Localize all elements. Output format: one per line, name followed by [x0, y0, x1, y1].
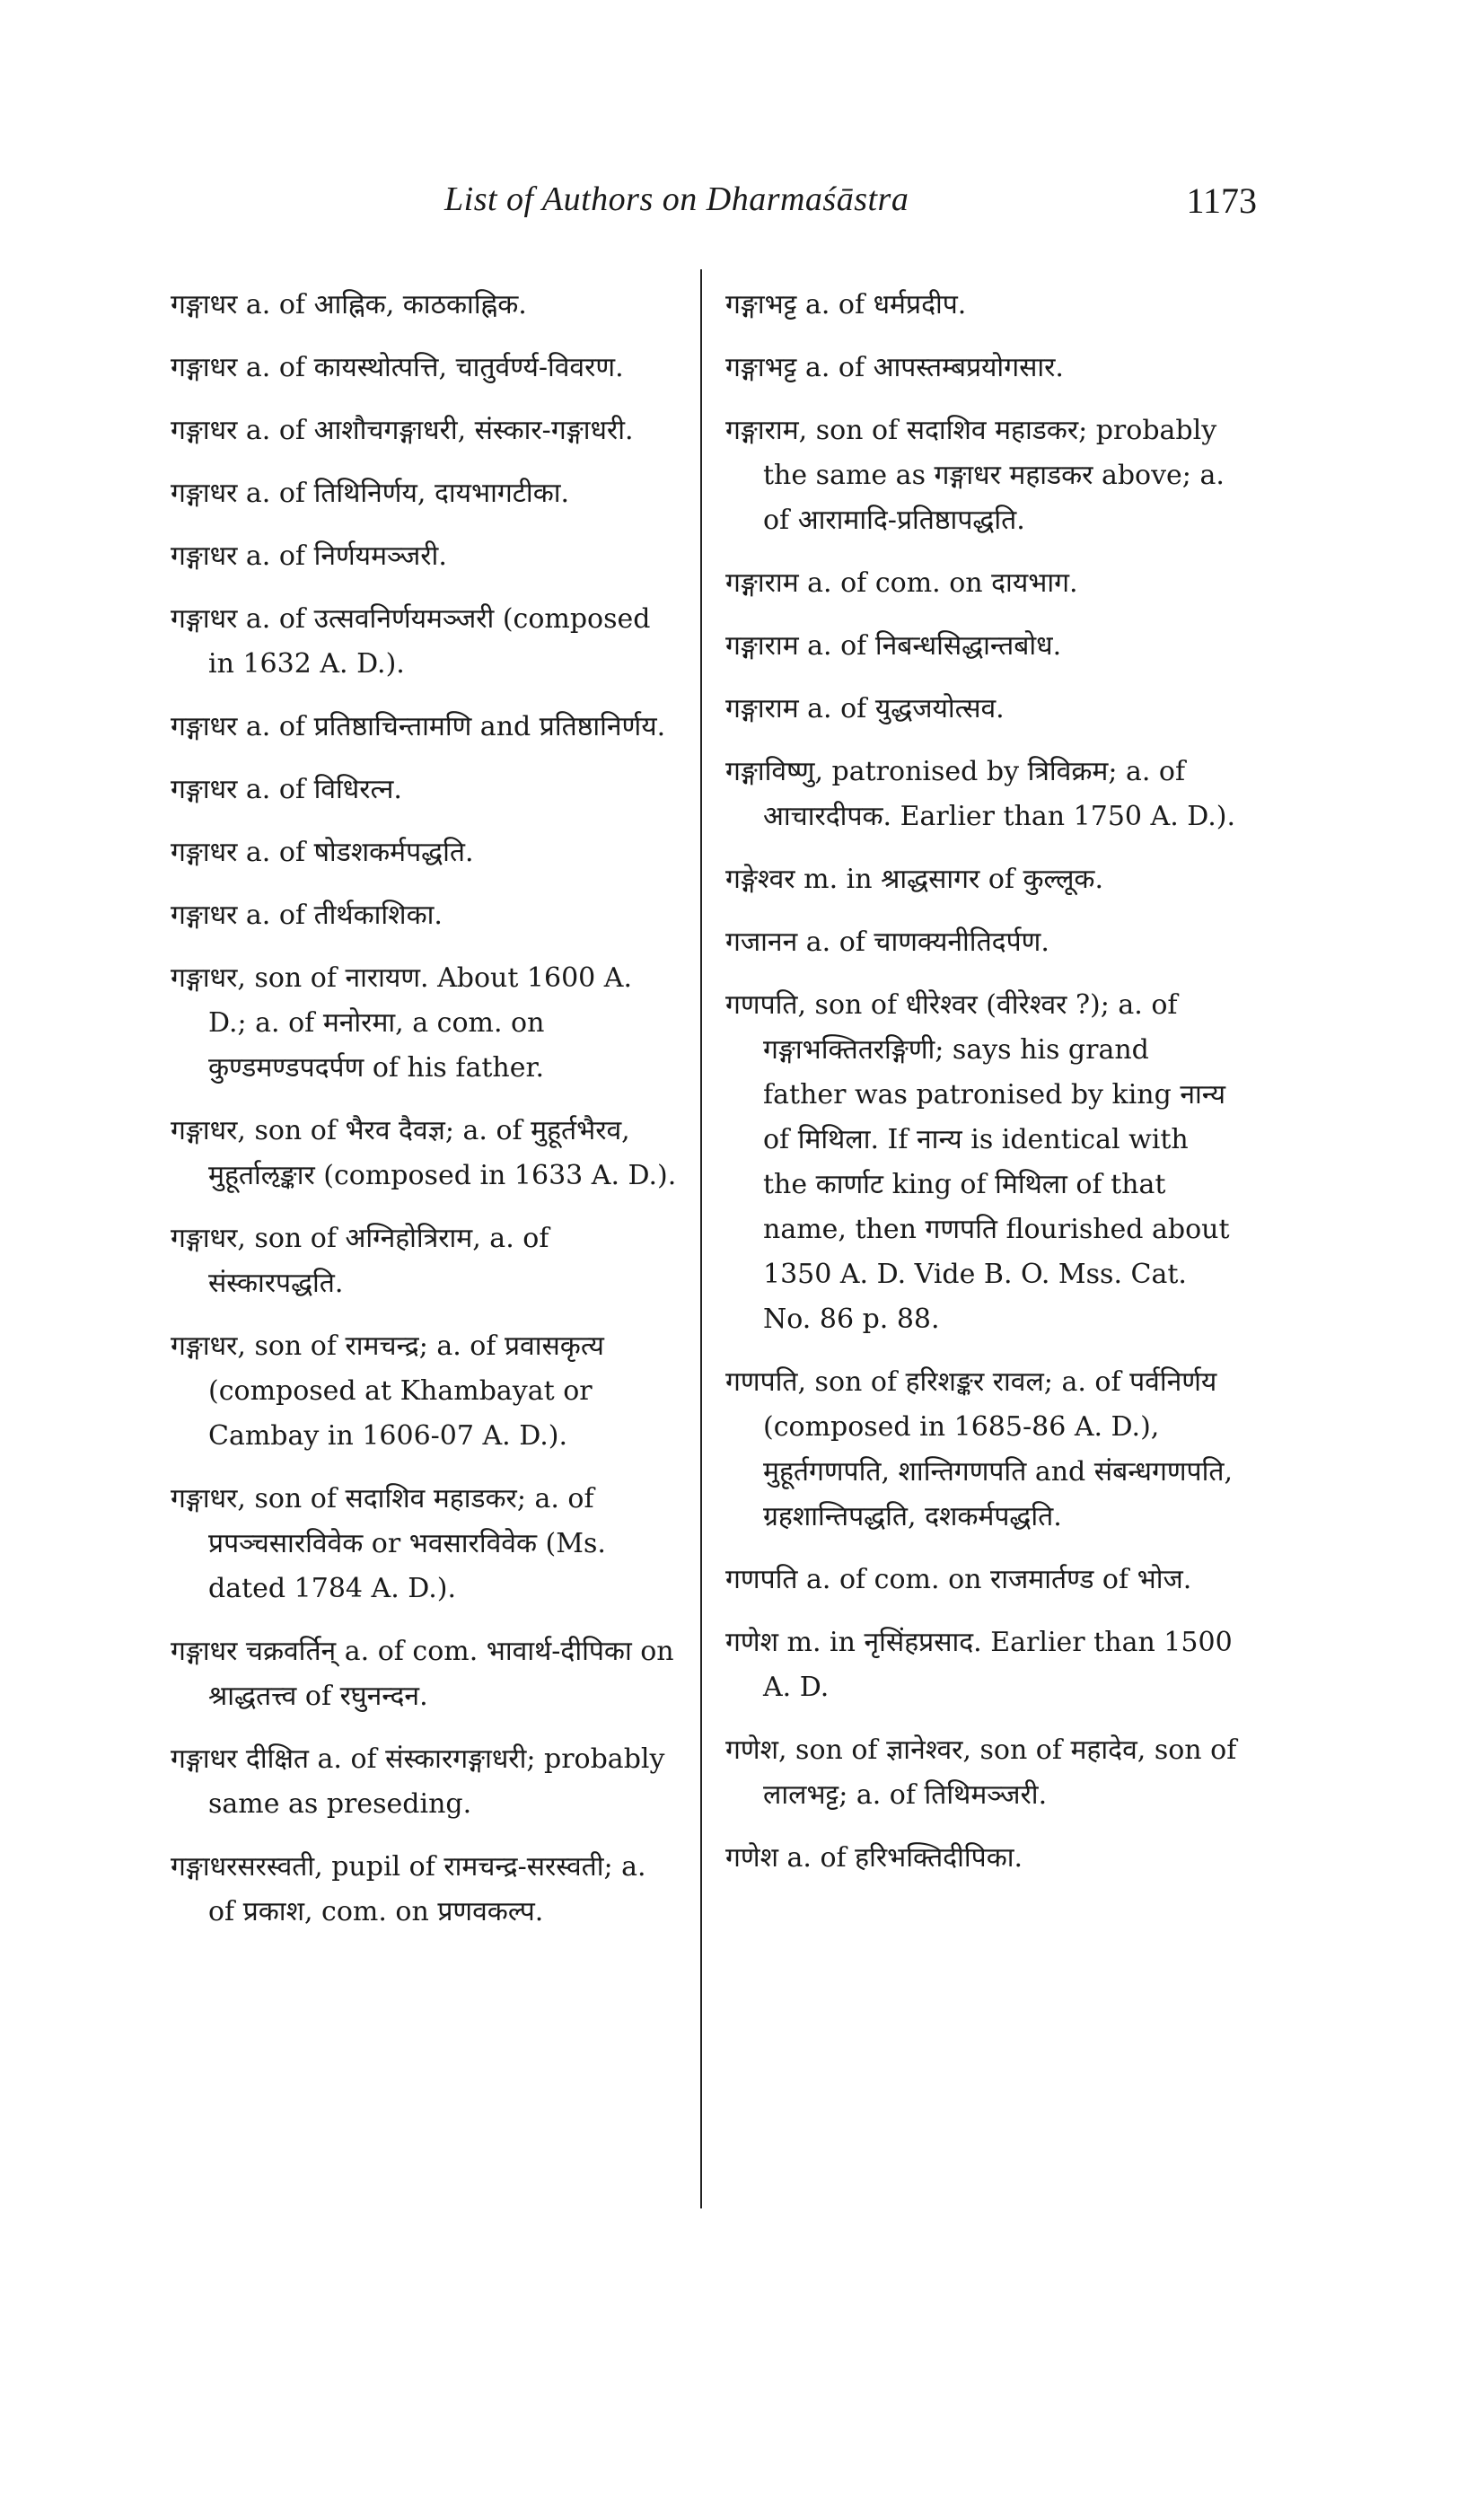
list-item: गणेश a. of हरिभक्तिदीपिका. — [725, 1842, 1023, 1874]
list-item: गङ्गाधर a. of प्रतिष्ठाचिन्तामणि and प्रतिष्ठानिर्णय. — [171, 711, 666, 742]
list-item: गङ्गाभट्ट a. of धर्मप्रदीप. — [725, 289, 967, 320]
list-item: गङ्गाधर a. of तिथिनिर्णय, दायभागटीका. — [171, 478, 570, 509]
column-divider — [700, 269, 702, 2208]
page-number: 1173 — [1186, 180, 1257, 221]
list-item: गङ्गाभट्ट a. of आपस्तम्बप्रयोगसार. — [725, 352, 1064, 383]
list-item: गणपति, son of धीरेश्वर (वीरेश्वर ?); a. of गङ्गाभक्तितरङ्गिणी; says his grand father was patronised by king नान्य of मिथिला. If नान्य is identical with the कार्णाट king of मिथिला of that name, then गणपति flourished about 1350 A. D. Vide B. O. Mss. Cat. No. 86 p. 88. — [725, 989, 1230, 1335]
list-item: गङ्गाधर a. of तीर्थकाशिका. — [171, 900, 443, 931]
page-header — [171, 180, 1257, 233]
list-item: गङ्गाधर a. of विधिरत्न. — [171, 774, 402, 805]
list-item: गङ्गाराम a. of युद्धजयोत्सव. — [725, 693, 1005, 724]
list-item: गङ्गाधर a. of आह्निक, काठकाह्निक. — [171, 289, 527, 320]
list-item: गङ्गाधर a. of आशौचगङ्गाधरी, संस्कार-गङ्गाधरी. — [171, 415, 634, 446]
list-item: गङ्गाधर a. of उत्सवनिर्णयमञ्जरी (composed in 1632 A. D.). — [171, 603, 651, 680]
list-item: गङ्गाधर, son of अग्निहोत्रिराम, a. of संस्कारपद्धति. — [171, 1223, 549, 1299]
left-column — [171, 283, 678, 1953]
list-item: गङ्गाधर a. of कायस्थोत्पत्ति, चातुर्वर्ण्य-विवरण. — [171, 352, 624, 383]
list-item: गणेश m. in नृसिंहप्रसाद. Earlier than 1500 A. D. — [725, 1627, 1233, 1703]
list-item: गङ्गाराम a. of com. on दायभाग. — [725, 567, 1078, 599]
list-item: गङ्गाधर, son of सदाशिव महाडकर; a. of प्रपञ्चसारविवेक or भवसारविवेक (Ms. dated 1784 A. D.). — [171, 1483, 606, 1604]
right-column — [725, 283, 1237, 1899]
list-item: गङ्गेश्वर m. in श्राद्धसागर of कुल्लूक. — [725, 864, 1104, 895]
list-item: गङ्गाधर, son of भैरव दैवज्ञ; a. of मुहूर्तभैरव, मुहूर्ताऌङ्कार (composed in 1633 A. D.). — [171, 1115, 677, 1191]
list-item: गङ्गाराम, son of सदाशिव महाडकर; probably the same as गङ्गाधर महाडकर above; a. of आरामादि-प्रतिष्ठापद्धति. — [725, 415, 1225, 536]
list-item: गङ्गाराम a. of निबन्धसिद्धान्तबोध. — [725, 630, 1062, 662]
list-item: गङ्गाधर दीक्षित a. of संस्कारगङ्गाधरी; probably same as preseding. — [171, 1743, 665, 1820]
list-item: गङ्गाधर, son of रामचन्द्र; a. of प्रवासकृत्य (composed at Khambayat or Cambay in 1606-07 A. D.). — [171, 1330, 604, 1452]
list-item: गणपति a. of com. on राजमार्तण्ड of भोज. — [725, 1564, 1192, 1595]
list-item: गङ्गाधर, son of नारायण. About 1600 A. D.; a. of मनोरमा, a com. on कुण्डमण्डपदर्पण of his father. — [171, 962, 633, 1084]
list-item: गजानन a. of चाणक्यनीतिदर्पण. — [725, 926, 1049, 958]
list-item: गङ्गाधर a. of निर्णयमञ्जरी. — [171, 540, 447, 572]
running-title: List of Authors on Dharmaśāstra — [444, 180, 909, 218]
list-item: गङ्गाधरसरस्वती, pupil of रामचन्द्र-सरस्वती; a. of प्रकाश, com. on प्रणवकल्प. — [171, 1851, 646, 1927]
list-item: गङ्गाविष्णु, patronised by त्रिविक्रम; a. of आचारदीपक. Earlier than 1750 A. D.). — [725, 756, 1236, 832]
list-item: गणपति, son of हरिशङ्कर रावल; a. of पर्वनिर्णय (composed in 1685-86 A. D.), मुहूर्तगणपति, शान्तिगणपति and संबन्धगणपति, ग्रहशान्तिपद्धति, दशकर्मपद्धति. — [725, 1366, 1233, 1532]
list-item: गङ्गाधर चक्रवर्तिन् a. of com. भावार्थ-दीपिका on श्राद्धतत्त्व of रघुनन्दन. — [171, 1636, 674, 1712]
list-item: गङ्गाधर a. of षोडशकर्मपद्धति. — [171, 837, 474, 868]
list-item: गणेश, son of ज्ञानेश्वर, son of महादेव, son of लालभट्ट; a. of तिथिमञ्जरी. — [725, 1734, 1237, 1811]
